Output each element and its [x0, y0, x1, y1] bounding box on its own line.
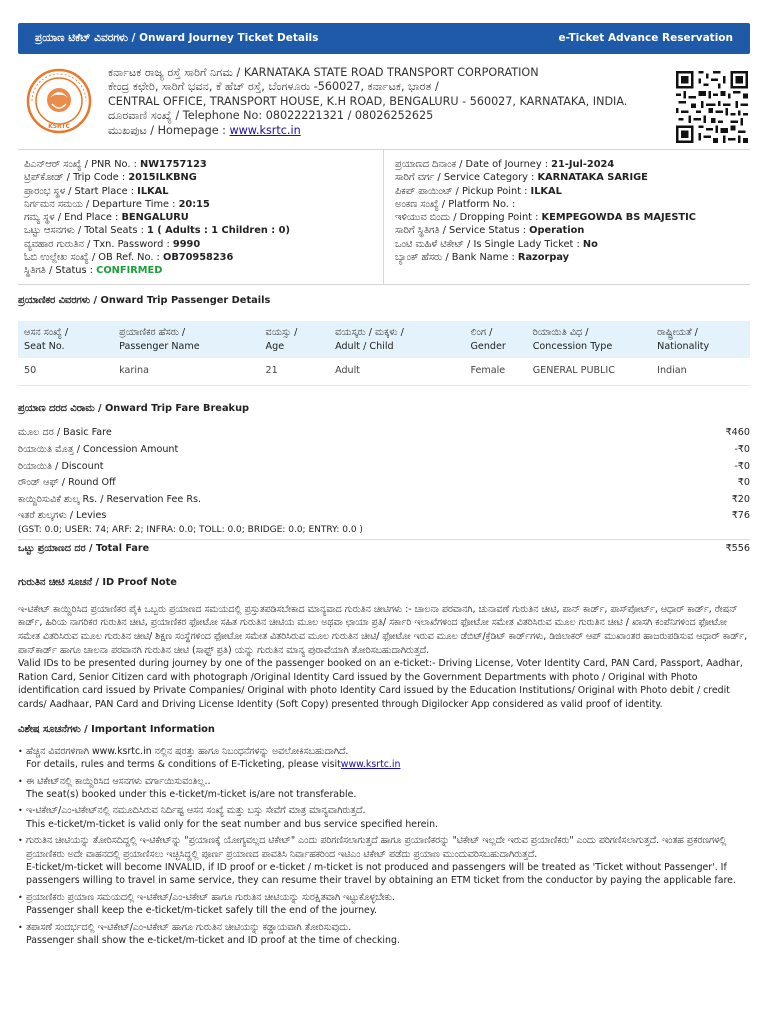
fare-value: -₹0	[734, 460, 750, 472]
passenger-column-header	[464, 321, 526, 358]
header-reservation-type: e-Ticket Advance Reservation	[558, 32, 733, 45]
header-english: Adult / Child	[335, 340, 394, 352]
organization-details	[108, 66, 627, 138]
header-kannada: ರಿಯಾಯಿತಿ ವಿಧ /	[532, 327, 589, 339]
list-item	[18, 745, 750, 772]
fare-row	[18, 459, 750, 476]
info-english-text: This e-ticket/m-ticket is valid only for the seat number and bus service specified herein.	[26, 818, 439, 830]
journey-info-box	[18, 149, 750, 285]
info-label: ವ್ಯವಹಾರ ಗುರುತಿನ / Txn. Password :	[24, 238, 173, 250]
info-kannada: • ಪ್ರಯಾಣಿಕರು ಪ್ರಯಾಣ ಸಮಯದಲ್ಲಿ ಇ-ಟಿಕೇಟ್/ಎಂ-ಟಿಕೇಟ್ ಹಾಗೂ ಗುರುತಿನ ಚೀಟಿಯನ್ನು ಸುರಕ್ಷಿತವಾಗಿ ಇಟ್ಟುಕೊಳ್ಳಬೇಕು.	[26, 891, 395, 903]
total-fare-value: ₹556	[725, 542, 750, 554]
info-value: NW1757123	[140, 159, 207, 170]
journey-right-row	[395, 211, 696, 224]
table-cell: Female	[464, 358, 526, 385]
passenger-table	[18, 321, 750, 386]
journey-left-row	[24, 211, 377, 224]
ticket-page	[0, 23, 768, 1024]
info-label: ಒಟ್ಟು ಆಸನಗಳು / Total Seats :	[24, 225, 148, 237]
passenger-section-title: ಪ್ರಯಾಣಿಕರ ವಿವರಗಳು / Onward Trip Passenger Details	[18, 295, 271, 306]
header-english: Seat No.	[24, 340, 65, 352]
fare-value: ₹0	[737, 477, 750, 489]
journey-right-row	[395, 251, 696, 264]
info-english-text: For details, rules and terms & conditions of E-Ticketing, please visit	[26, 759, 341, 771]
info-value: 1 ( Adults : 1 Children : 0)	[147, 225, 290, 237]
fare-row	[18, 442, 750, 459]
ticket-header-bar	[18, 23, 750, 54]
id-proof-title: ಗುರುತಿನ ಚೀಟಿ ಸೂಚನೆ / ID Proof Note	[18, 576, 177, 588]
header-kannada: ಪ್ರಯಾಣಿಕರ ಹೆಸರು /	[119, 327, 186, 339]
info-label: ಪಿಎನ್‌ಆರ್ ಸಂಖ್ಯೆ / PNR No. :	[24, 159, 141, 170]
list-item	[18, 834, 750, 888]
table-cell: 21	[260, 358, 330, 385]
list-item	[18, 775, 750, 802]
ksrtc-link[interactable]: www.ksrtc.in	[340, 759, 401, 771]
fare-label: ಇತರೆ ಶುಲ್ಕಗಳು / Levies	[18, 510, 107, 522]
list-item	[18, 891, 750, 918]
info-label: ಪಿಕಪ್ ಪಾಯಿಂಟ್ / Pickup Point :	[395, 185, 531, 197]
fare-value: ₹460	[725, 427, 750, 439]
info-value: Razorpay	[517, 252, 570, 264]
info-label: ನಿರ್ಗಮನ ಸಮಯ / Departure Time :	[24, 198, 179, 210]
info-english-text: Passenger shall keep the e-ticket/m-ticket safely till the end of the journey.	[26, 905, 378, 917]
info-english	[26, 818, 750, 831]
fare-row	[18, 475, 750, 492]
info-kannada: • ತಪಾಸಣೆ ಸಂದರ್ಭದಲ್ಲಿ ಇ-ಟಿಕೇಟ್/ಎಂ-ಟಿಕೇಟ್ ಹಾಗೂ ಗುರುತಿನ ಚೀಟಿಯನ್ನು ಕಡ್ಡಾಯವಾಗಿ ತೋರಿಸುವುದು.	[26, 921, 352, 933]
fare-label: ರಿಯಾಯಿತಿ / Discount	[18, 460, 104, 472]
journey-left-row	[24, 185, 377, 198]
fare-row	[18, 425, 750, 442]
info-kannada: • ಇ-ಟಿಕೇಟ್/ಎಂ-ಟಿಕೇಟ್‌ನಲ್ಲಿ ನಮೂದಿಸಿರುವ ನಿರ್ದಿಷ್ಟ ಆಸನ ಸಂಖ್ಯೆ ಮತ್ತು ಬಸ್ಸು ಸೇವೆಗೆ ಮಾತ್ರ ಮಾನ್ಯವಾಗಿರುತ್ತದೆ.	[26, 805, 366, 817]
header-kannada: ಲಿಂಗ /	[470, 327, 493, 339]
levies-note: (GST: 0.0; USER: 74; ARF: 2; INFRA: 0.0; TOLL: 0.0; BRIDGE: 0.0; ENTRY: 0.0 )	[18, 524, 363, 535]
table-cell: Indian	[651, 358, 750, 385]
id-proof-english: Valid IDs to be presented during journey by one of the passenger booked on an e-ticket:- Driving License, Voter Identity Card, PAN Card, Passport, Aadhar, Ration Card, Senior Citizen card with photograph /Original Identity Card issued by the Government Departments with photo / Original with Photo identification card issued by Private Companies/ Original with photo Identity Card issued by the Education Institutions/ Original with Photo debit / credit cards/ Aadhaar, PAN Card and Driving License Identity (Soft Copy) presented through Digilocker App considered as valid proof of identity.	[18, 658, 743, 710]
info-english	[26, 861, 750, 888]
table-cell: Adult	[329, 358, 464, 385]
header-english: Nationality	[657, 340, 710, 352]
info-value: KEMPEGOWDA BS MAJESTIC	[541, 212, 696, 224]
journey-left-row	[24, 264, 377, 277]
journey-left-row	[24, 171, 377, 184]
id-proof-kannada: ಇ-ಟಿಕೇಟ್ ಕಾಯ್ದಿರಿಸಿದ ಪ್ರಯಾಣಿಕರ ಪೈಕಿ ಒಬ್ಬರು ಪ್ರಯಾಣದ ಸಮಯದಲ್ಲಿ ಪ್ರಸ್ತುತಪಡಿಸಬೇಕಾದ ಮಾನ್ಯವಾದ ಗುರುತಿನ ಚೀಟಿಗಳು :- ಚಾಲನಾ ಪರವಾನಗಿ, ಚುನಾವಣೆ ಗುರುತಿನ ಚೀಟಿ, ಪಾನ್ ಕಾರ್ಡ್, ಪಾಸ್‌ಪೋರ್ಟ್, ಆಧಾರ್ ಕಾರ್ಡ್, ರೇಷನ್ ಕಾರ್ಡ್, ಹಿರಿಯ ನಾಗರಿಕರ ಗುರುತಿನ ಚೀಟಿ, ಪ್ರಯಾಣಿಕರ ಫೋಟೋ ಸಹಿತ ಗುರುತಿನ ಚೀಟಿಯ ಮೂಲ ಅಥವಾ ಛಾಯಾ ಪ್ರತಿ/ ಸರ್ಕಾರಿ ಇಲಾಖೆಗಳಿಂದ ಫೋಟೋ ಸಮೇತ ವಿತರಿಸಿರುವ ಮೂಲ ಗುರುತಿನ ಚೀಟಿ / ಖಾಸಗಿ ಕಂಪೆನಿಗಳಿಂದ ಫೋಟೋ ಸಮೇತ ವಿತರಿಸಿರುವ ಮೂಲ ಗುರುತಿನ ಚೀಟಿ/ ಶಿಕ್ಷಣ ಸಂಸ್ಥೆಗಳಿಂದ ಫೋಟೋ ಸಮೇತ ವಿತರಿಸಿರುವ ಮೂಲ ಗುರುತಿನ ಚೀಟಿ/ ಫೋಟೋ ಇರುವ ಮೂಲ ಡೆಬಿಟ್/ಕ್ರೆಡಿಟ್ ಕಾರ್ಡ್‌ಗಳು, ಡಿಜಿಲಾಕರ್ ಆಪ್ ಮುಖಾಂತರ ಹಾಜರುಪಡಿಸುವ ಆಧಾರ್ ಕಾರ್ಡ್, ಪಾನ್‌ಕಾರ್ಡ್ ಹಾಗೂ ಚಾಲನಾ ಪರವಾನಗಿ ಗುರುತಿನ ಚೀಟಿ (ಸಾಫ್ಟ್ ಪ್ರತಿ) ಯನ್ನು ಗುರುತಿನ ಮಾನ್ಯ ಪುರಾವೆಯಾಗಿ ತೋರಿಸಬಹುದಾಗಿರುತ್ತದೆ.	[18, 603, 748, 656]
info-label: ಬ್ಯಾಂಕ್ ಹೆಸರು / Bank Name :	[395, 252, 518, 264]
journey-right-row	[395, 158, 696, 171]
passenger-column-header	[329, 321, 464, 358]
header-english: Passenger Name	[119, 340, 200, 352]
fare-label: ರಿಯಾಯಿತಿ ಮೊತ್ತ / Concession Amount	[18, 443, 179, 455]
homepage-link[interactable]: www.ksrtc.in	[229, 123, 301, 137]
info-value: CONFIRMED	[96, 265, 163, 277]
info-label: ಸ್ಥಿತಿಗತಿ / Status :	[24, 265, 97, 277]
fare-label: ಮೂಲ ದರ / Basic Fare	[18, 427, 112, 439]
info-label: ಒಂಟಿ ಮಹಿಳೆ ಟಿಕೇಟ್ / Is Single Lady Ticket :	[395, 238, 583, 250]
info-english-text: E-ticket/m-ticket will become INVALID, if ID proof or e-ticket / m-ticket is not produced and passengers will be treated as 'Ticket without Passenger'. If passengers willing to travel in same service, they can resume their travel by obtaining an ETM ticket from the conductor by paying the applicable fare.	[26, 861, 736, 887]
info-label: ಸಾರಿಗೆ ವರ್ಗ / Service Category :	[395, 172, 538, 184]
info-label: ಸಾರಿಗೆ ಸ್ಥಿತಿಗತಿ / Service Status :	[395, 225, 530, 237]
org-name: ಕರ್ನಾಟಕ ರಾಜ್ಯ ರಸ್ತೆ ಸಾರಿಗೆ ನಿಗಮ / KARNATAKA STATE ROAD TRANSPORT CORPORATION	[108, 66, 539, 79]
homepage-label: ಮುಖಪುಟ / Homepage :	[108, 123, 230, 137]
info-label: ಟ್ರಿಪ್‌ಕೋಡ್ / Trip Code :	[24, 172, 129, 184]
important-info-title: ವಿಶೇಷ ಸೂಚನೆಗಳು / Important Information	[18, 723, 215, 735]
header-english: Age	[265, 340, 285, 352]
important-info-list	[18, 745, 750, 948]
passenger-column-header	[260, 321, 330, 358]
header-kannada: ವಯಸ್ಸು /	[265, 327, 298, 339]
passenger-column-header	[527, 321, 651, 358]
info-value: KARNATAKA SARIGE	[537, 172, 648, 184]
total-fare-row	[18, 539, 750, 558]
table-row	[18, 358, 750, 385]
passenger-column-header	[18, 321, 113, 358]
header-kannada: ರಾಷ್ಟ್ರೀಯತೆ /	[657, 327, 698, 339]
table-cell: karina	[113, 358, 259, 385]
journey-right-row	[395, 171, 696, 184]
org-address-english: CENTRAL OFFICE, TRANSPORT HOUSE, K.H ROAD, BENGALURU - 560027, KARNATAKA, INDIA.	[108, 94, 628, 108]
info-value: BENGALURU	[121, 212, 189, 224]
fare-label: ಕಾಯ್ದಿರಿಸುವಿಕೆ ಶುಲ್ಕ Rs. / Reservation Fee Rs.	[18, 493, 202, 505]
journey-left-row	[24, 198, 377, 211]
info-label: ಓಬಿ ಉಲ್ಲೇಖ ಸಂಖ್ಯೆ / OB Ref. No. :	[24, 252, 163, 264]
org-homepage	[108, 124, 627, 138]
info-label: ಇಳಿಯುವ ಬಿಂದು / Dropping Point :	[395, 212, 542, 224]
info-value: 9990	[172, 238, 201, 250]
org-address-kannada: ಕೇಂದ್ರ ಕಛೇರಿ, ಸಾರಿಗೆ ಭವನ, ಕೆ ಹೆಚ್ ರಸ್ತೆ, ಬೆಂಗಳೂರು -560027, ಕರ್ನಾಟಕ, ಭಾರತ /	[108, 80, 439, 94]
header-english: Gender	[470, 340, 506, 352]
journey-right-row	[395, 185, 696, 198]
info-value: 21-Jul-2024	[551, 159, 615, 170]
info-english	[26, 904, 750, 917]
fare-breakup	[18, 425, 750, 557]
header-kannada: ವಯಸ್ಕರು / ಮಕ್ಕಳು /	[335, 327, 404, 339]
info-kannada: • ಈ ಟಿಕೇಟ್‌ನಲ್ಲಿ ಕಾಯ್ದಿರಿಸಿದ ಆಸನಗಳು ವರ್ಗಾಯಿಸುವಂತಿಲ್ಲ..	[26, 775, 211, 787]
levies-breakdown	[18, 524, 750, 537]
info-kannada: • ಹೆಚ್ಚಿನ ವಿವರಗಳಿಗಾಗಿ www.ksrtc.in ನಲ್ಲಿನ ಷರತ್ತು ಹಾಗೂ ನಿಬಂಧನೆಗಳನ್ನು ಅವಲೋಕಿಸಬಹುದಾಗಿದೆ.	[26, 745, 349, 757]
table-cell: GENERAL PUBLIC	[527, 358, 651, 385]
info-english-text: Passenger shall show the e-ticket/m-ticket and ID proof at the time of checking.	[26, 935, 400, 946]
fare-value: ₹20	[731, 493, 750, 505]
journey-info-left	[18, 150, 384, 284]
info-english	[26, 758, 750, 771]
info-value: OB70958236	[162, 252, 234, 264]
info-english	[26, 788, 750, 801]
info-value: 20:15	[178, 198, 210, 210]
journey-info-right	[384, 150, 702, 284]
journey-right-row	[395, 198, 696, 211]
header-kannada: ಆಸನ ಸಂಖ್ಯೆ /	[24, 327, 69, 339]
info-label: ಗಮ್ಯ ಸ್ಥಳ / End Place :	[24, 212, 122, 224]
header-title: ಪ್ರಯಾಣ ಟಿಕೆಟ್ ವಿವರಗಳು / Onward Journey Ticket Details	[35, 32, 319, 45]
org-telephone: ದೂರವಾಣಿ ಸಂಖ್ಯೆ / Telephone No: 08022221321 / 08026252625	[108, 109, 434, 123]
journey-left-row	[24, 251, 377, 264]
info-english-text: The seat(s) booked under this e-ticket/m-ticket is/are not transferable.	[26, 788, 357, 800]
list-item	[18, 921, 750, 948]
journey-left-row	[24, 158, 377, 171]
info-label: ಅಂಕಣ ಸಂಖ್ಯೆ / Platform No. :	[395, 198, 516, 210]
list-item	[18, 804, 750, 831]
journey-right-row	[395, 238, 696, 251]
info-value: 2015ILKBNG	[128, 172, 197, 184]
fare-section-title: ಪ್ರಯಾಣ ದರದ ವಿರಾಮ / Onward Trip Fare Breakup	[18, 403, 250, 415]
journey-left-row	[24, 238, 377, 251]
info-label: ಪ್ರಾರಂಭ ಸ್ಥಳ / Start Place :	[24, 185, 138, 197]
passenger-table-body	[18, 358, 750, 385]
qr-code-icon	[676, 71, 748, 143]
ksrtc-logo-icon	[26, 68, 92, 134]
fare-value: -₹0	[734, 443, 750, 455]
passenger-table-header	[18, 321, 750, 358]
logo-text: KSRTC	[48, 123, 70, 130]
fare-row	[18, 508, 750, 525]
fare-label: ರೌಂಡ್ ಆಫ್ / Round Off	[18, 477, 116, 489]
header-english: Concession Type	[532, 340, 613, 352]
info-value: No	[582, 238, 598, 250]
info-value: Operation	[529, 225, 585, 237]
passenger-column-header	[113, 321, 259, 358]
info-label: ಪ್ರಯಾಣದ ದಿನಾಂಕ / Date of Journey :	[395, 159, 552, 170]
info-english	[26, 934, 750, 947]
passenger-column-header	[651, 321, 750, 358]
info-value: ILKAL	[530, 185, 562, 197]
info-kannada: • ಗುರುತಿನ ಚೀಟಿಯನ್ನು ತೋರಿಸದಿದ್ದಲ್ಲಿ ಇ-ಟಿಕೇಟ್‌ನ್ನು "ಪ್ರಯಾಣಕ್ಕೆ ಯೋಗ್ಯವಲ್ಲದ ಟಿಕೇಟ್" ಎಂದು ಪರಿಗಣಿಸಲಾಗುತ್ತದೆ ಹಾಗೂ ಪ್ರಯಾಣಿಕರನ್ನು "ಟಿಕೇಟ್ ಇಲ್ಲದೇ ಇರುವ ಪ್ರಯಾಣಿಕರು" ಎಂದು ಪರಿಗಣಿಸಲಾಗುತ್ತದೆ. ಇಂತಹ ಪ್ರಕರಣಗಳಲ್ಲಿ ಪ್ರಯಾಣಿಕರು ಅದೇ ವಾಹನದಲ್ಲಿ ಪ್ರಯಾಣಿಸಲು ಇಚ್ಛಿಸಿದ್ದಲ್ಲಿ ಪೂರ್ಣ ಪ್ರಯಾಣದ ಪಾವತಿಸಿ ನಿರ್ವಾಹಕರಿಂದ ಇಟಿಎಂ ಟಿಕೇಟ್ ಪಡೆದು ಪ್ರಯಾಣ ಮುಂದುವರಿಸಬಹುದಾಗಿರುತ್ತದೆ.	[26, 835, 727, 860]
fare-row	[18, 492, 750, 509]
table-cell: 50	[18, 358, 113, 385]
total-fare-label: ಒಟ್ಟು ಪ್ರಯಾಣದ ದರ / Total Fare	[18, 542, 150, 554]
info-value: ILKAL	[137, 185, 169, 197]
organization-block	[18, 54, 750, 146]
journey-left-row	[24, 224, 377, 237]
fare-value: ₹76	[731, 510, 750, 522]
journey-right-row	[395, 224, 696, 237]
